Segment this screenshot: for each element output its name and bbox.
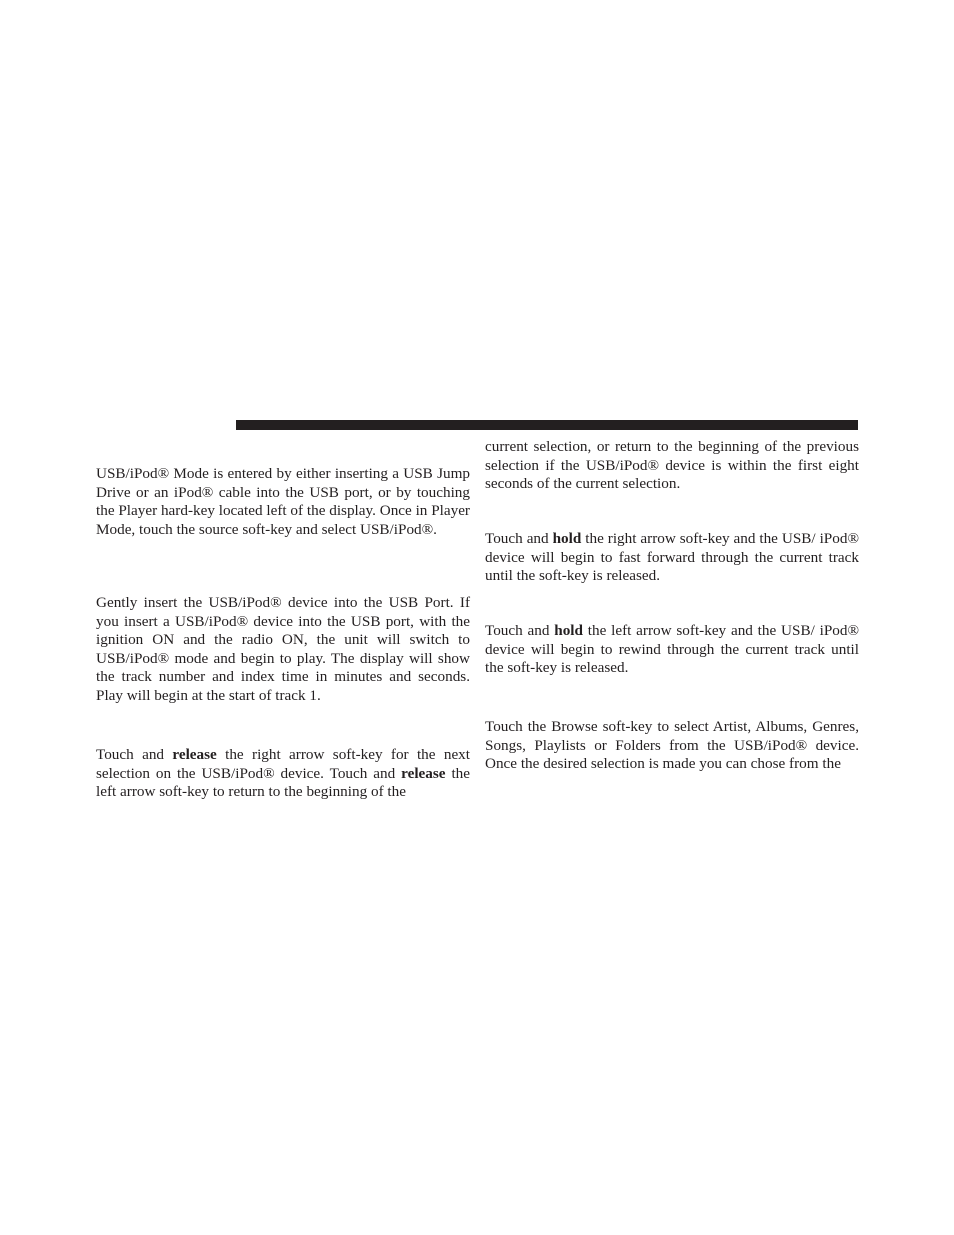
- text-run: Touch and: [96, 746, 173, 763]
- text-run: the left arrow soft-key and the USB/ iPod® device will begin to rewind through the current track until the soft-key is released.: [485, 622, 859, 677]
- rewind-paragraph: [485, 622, 859, 678]
- browse-paragraph: Touch the Browse soft-key to select Artist, Albums, Genres, Songs, Playlists or Folders from the USB/iPod® device. Once the desired selection is made you can chose from the: [485, 718, 859, 773]
- text-run: the right arrow soft-key for the next selection on the USB/iPod® device. Touch and: [96, 746, 470, 782]
- text-run: the right arrow soft-key and the USB/ iPod® device will begin to fast forward through the current track until the soft-key is released.: [485, 530, 859, 585]
- bold-term-release: release: [172, 746, 217, 763]
- bold-term-hold: hold: [554, 622, 583, 639]
- section-divider-bar: [236, 420, 858, 430]
- track-select-paragraph: [96, 746, 470, 802]
- usb-mode-entry-paragraph: USB/iPod® Mode is entered by either inserting a USB Jump Drive or an iPod® cable into the USB port, or by touching the Player hard-key located left of the display. Once in Player Mode, touch the source soft-key and select USB/iPod®.: [96, 465, 470, 538]
- fast-forward-paragraph: [485, 530, 859, 586]
- insert-device-paragraph: Gently insert the USB/iPod® device into the USB Port. If you insert a USB/iPod® device into the USB port, with the ignition ON and the radio ON, the unit will switch to USB/iPod® mode and begin to play. The display will show the track number and index time in minutes and seconds. Play will begin at the start of track 1.: [96, 594, 470, 704]
- bold-term-release: release: [401, 764, 446, 782]
- text-run: Touch and: [485, 622, 555, 639]
- text-run: the left arrow soft-key to return to the beginning of the: [96, 764, 470, 801]
- text-run: Touch and: [485, 530, 553, 547]
- track-select-continued-paragraph: current selection, or return to the beginning of the previous selection if the USB/iPod® device is within the first eight seconds of the current selection.: [485, 438, 859, 493]
- bold-term-hold: hold: [552, 530, 582, 547]
